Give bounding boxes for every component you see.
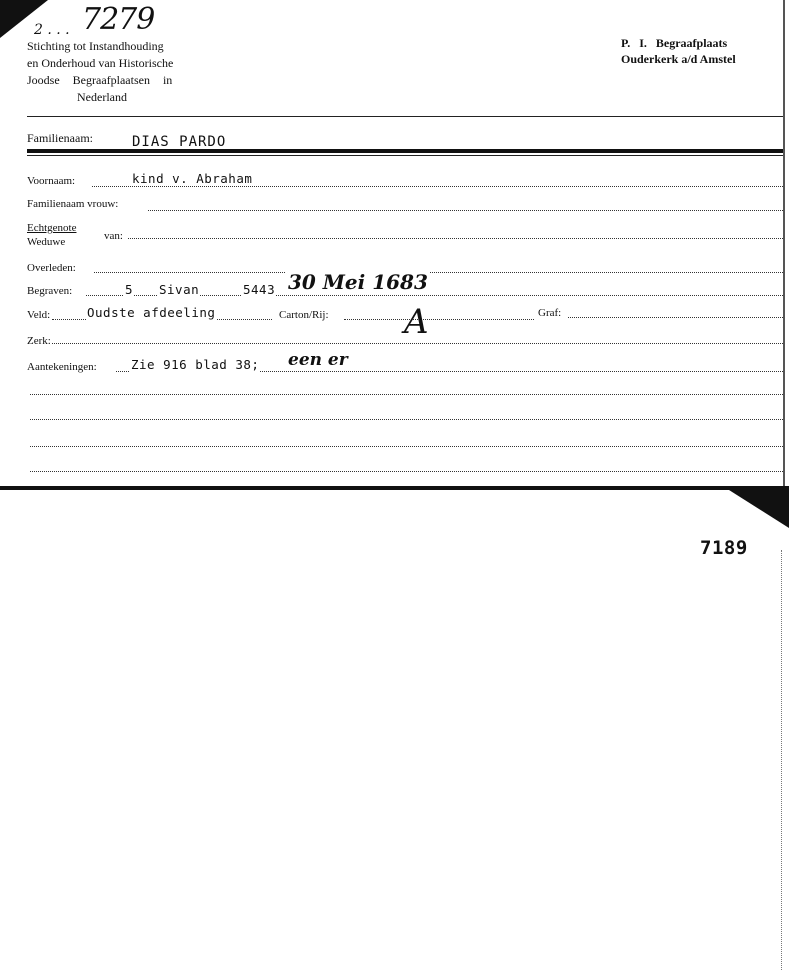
- echtgenote-label: Echtgenote: [27, 222, 77, 234]
- organization-line-1: Stichting tot Instandhouding: [27, 39, 164, 53]
- overleden-label: Overleden:: [27, 262, 76, 274]
- aantekeningen-label: Aantekeningen:: [27, 361, 97, 373]
- index-card-bottom: [0, 490, 789, 976]
- begraven-label: Begraven:: [27, 285, 73, 297]
- familienaam-label: Familienaam:: [27, 131, 93, 145]
- van-dotted-line: [128, 238, 783, 239]
- voornaam-label: Voornaam:: [27, 175, 76, 187]
- header-rule: [27, 116, 783, 117]
- organization-header: [27, 38, 173, 106]
- aantekeningen-value: Zie 916 blad 38;: [131, 357, 260, 372]
- organization-line-2: en Onderhoud van Historische: [27, 56, 174, 70]
- weduwe-label: Weduwe: [27, 236, 66, 248]
- graf-label: Graf:: [538, 307, 562, 319]
- stamped-card-number: 7189: [700, 537, 748, 559]
- zerk-label: Zerk:: [27, 335, 51, 347]
- voornaam-value: kind v. Abraham: [132, 171, 253, 186]
- blank-dotted-line: [30, 471, 783, 472]
- organization-line-4: Nederland: [77, 90, 127, 104]
- begraven-day: 5: [125, 282, 134, 297]
- organization-line-3: Joodse Begraafplaatsen in: [27, 73, 173, 87]
- overleden-dotted-line: [94, 272, 783, 273]
- cemetery-line-1: P. I. Begraafplaats: [621, 36, 728, 50]
- familienaam-vrouw-label: Familienaam vrouw:: [27, 198, 119, 210]
- handwritten-prefix: 2 . . .: [34, 22, 70, 38]
- aantekeningen-handwritten: een er: [288, 350, 348, 370]
- blank-dotted-line: [30, 419, 783, 420]
- begraven-handwritten-date: 30 Mei 1683: [288, 270, 428, 294]
- card-right-edge: [783, 0, 785, 488]
- blank-dotted-line: [30, 394, 783, 395]
- carton-rij-label: Carton/Rij:: [279, 309, 329, 321]
- family-name-rule-thin: [27, 155, 783, 156]
- begraven-year: 5443: [243, 282, 276, 297]
- corner-fold-top-right: [729, 490, 789, 530]
- carton-handwritten-mark: A: [404, 302, 429, 342]
- veld-label: Veld:: [27, 309, 51, 321]
- voornaam-dotted-line: [92, 186, 783, 187]
- familienaam-vrouw-dotted-line: [148, 210, 783, 211]
- card-right-edge: [781, 550, 783, 970]
- blank-dotted-line: [30, 446, 783, 447]
- handwritten-card-number: 7279: [82, 2, 155, 37]
- graf-dotted-line: [568, 317, 783, 318]
- zerk-dotted-line: [52, 343, 783, 344]
- familienaam-value: DIAS PARDO: [132, 134, 227, 150]
- van-label: van:: [104, 230, 123, 242]
- cemetery-line-2: Ouderkerk a/d Amstel: [621, 52, 736, 66]
- veld-value: Oudste afdeeling: [87, 305, 216, 320]
- begraven-month: Sivan: [159, 282, 200, 297]
- cemetery-header: [621, 35, 736, 67]
- carton-rij-dotted-line: [344, 319, 534, 320]
